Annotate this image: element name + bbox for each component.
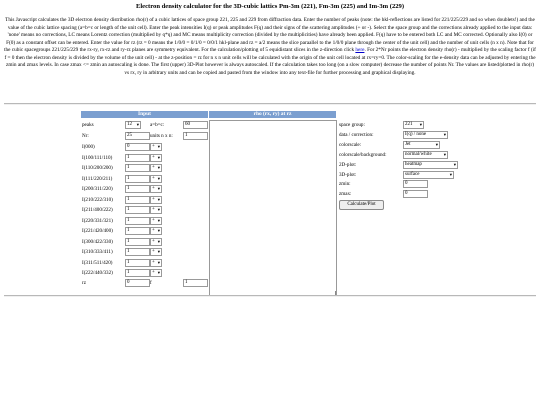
- peak-row: [81, 154, 208, 163]
- peaks-select[interactable]: 12 ▾: [127, 122, 139, 127]
- sign-value: +: [152, 165, 155, 170]
- zmax-input[interactable]: 0: [403, 190, 428, 198]
- description-text-1: This Javascript calculates the 3D electron density distribution rho(r) of a cubic lattices of space group 221, 225 and 229 from diffraction data. Enter the number of peaks (note: the hkl-reflections are listed for 221/225/229 and so when doublets!) and the value of the cubic lattice spacing (a=b=c or length of the unit cell). Enter the peak intensities I(q) or peak amplitudes F(q) and their signs of the scattering amplitudes (+ or -). Select the space group and the corrections already applied to the input data: 'none' means no corrections, LC means Lorentz correction (multiplied by q*q) and MC means multiplicity correction (divided by the multiplicities) have already been applied. F(q) have to be entered both LC and MC corrected. Optionally also I(0) or F(0) as a constant offset can be entered. Enter the value for rz (rz = 0 means the 1/0/0 = 0/1/0 = 0/0/1 hkl-plane and rz = a/2 means the slice paraallel to the 1/0/0 plane through the center of the unit cell) and the number of unit cells (n x n). Note that for the cubic spacegroups 221/225/229 the rx-ry, rx-rz and ry-rz planes are symmetry equivalent. For the calculation/plotting of 5 equidistant slices in the z-direction click: [4, 17, 535, 54]
- sign-value: +: [152, 196, 155, 202]
- plot2d-select[interactable]: heatmap ▾: [405, 162, 456, 167]
- peak-label: I(311/511/420): [82, 259, 113, 266]
- space-group-label: space group:: [339, 122, 365, 128]
- rz-label: rz: [82, 280, 86, 286]
- sign-value: +: [152, 238, 155, 244]
- sign-value: +: [152, 249, 155, 254]
- sign-value: +: [152, 228, 155, 233]
- peak-label: I(310/333/411): [82, 249, 113, 255]
- output-header: rho (rx, ry) at rz: [209, 111, 336, 118]
- chevron-down-icon: ▾: [157, 186, 160, 191]
- peak-row: [81, 238, 208, 247]
- peak-row: [81, 175, 208, 184]
- peak-value-input[interactable]: 1: [125, 154, 150, 162]
- peak-row: [81, 227, 208, 236]
- chevron-down-icon: ▾: [157, 144, 160, 149]
- f-input[interactable]: 1: [183, 279, 208, 287]
- chevron-down-icon: ▾: [419, 122, 422, 127]
- chevron-down-icon: ▾: [157, 175, 160, 181]
- chevron-down-icon: ▾: [157, 249, 160, 254]
- correction-select[interactable]: I(q) / none ▾: [405, 132, 446, 137]
- peak-value-input[interactable]: 1: [125, 227, 150, 235]
- peaks-row: [81, 121, 208, 130]
- chevron-down-icon: ▾: [157, 270, 160, 275]
- plot3d-select[interactable]: surface ▾: [405, 172, 452, 177]
- sign-select[interactable]: [150, 164, 162, 172]
- sign-select[interactable]: [150, 206, 162, 214]
- sign-select[interactable]: [150, 217, 162, 225]
- peak-row: [81, 206, 208, 215]
- chevron-down-icon: ▾: [157, 238, 160, 244]
- peak-value-input[interactable]: 0: [125, 143, 150, 151]
- chevron-down-icon: ▾: [443, 152, 446, 157]
- peak-value-input[interactable]: 1: [125, 269, 150, 277]
- colorscale-select[interactable]: Jet ▾: [405, 142, 438, 147]
- description: [4, 17, 536, 77]
- peak-label: I(221/420/400): [82, 228, 113, 234]
- peak-label: I(000): [82, 144, 95, 150]
- calculate-plot-button[interactable]: Calculate/Plot: [339, 200, 384, 210]
- nr-input[interactable]: 25: [125, 132, 150, 140]
- peak-label: I(100/111/110): [82, 154, 113, 161]
- peak-label: I(200/311/220): [82, 186, 113, 192]
- page-title: Electron density calculator for the 3D-cubic lattics Pm-3m (221), Fm-3m (225) and Im-3m (229): [135, 3, 405, 10]
- plot2d-label: 2D-plot:: [339, 162, 357, 168]
- units-input[interactable]: 1: [183, 132, 208, 140]
- peak-row: [81, 269, 208, 278]
- sign-select[interactable]: [150, 185, 162, 193]
- sign-value: +: [152, 144, 155, 149]
- peak-value-input[interactable]: 1: [125, 185, 150, 193]
- rz-input[interactable]: 0: [125, 279, 150, 287]
- sign-value: +: [152, 207, 155, 212]
- sign-value: +: [152, 175, 155, 181]
- chevron-down-icon: ▾: [443, 132, 446, 137]
- sign-select[interactable]: [150, 259, 162, 267]
- zmin-input[interactable]: 0: [403, 180, 428, 188]
- peak-value-input[interactable]: 1: [125, 196, 150, 204]
- plot3d-label: 3D-plot:: [339, 172, 357, 178]
- peak-label: I(210/222/310): [82, 196, 113, 203]
- output-textarea[interactable]: [209, 120, 337, 297]
- chevron-down-icon: ▾: [157, 207, 160, 212]
- peak-label: I(300/422/330): [82, 238, 113, 245]
- sign-select[interactable]: [150, 248, 162, 256]
- peak-value-input[interactable]: 1: [125, 164, 150, 172]
- peak-row: [81, 164, 208, 173]
- sign-select[interactable]: [150, 154, 162, 162]
- sign-value: +: [152, 259, 155, 265]
- chevron-down-icon: ▾: [157, 154, 160, 160]
- peak-row: [81, 196, 208, 205]
- sign-select[interactable]: [150, 238, 162, 246]
- background-label: colorscale/background:: [339, 152, 387, 158]
- peak-row: [81, 185, 208, 194]
- rz-row: [81, 279, 208, 288]
- sign-select[interactable]: [150, 196, 162, 204]
- peak-label: I(111/220/211): [82, 175, 113, 182]
- peak-row: [81, 248, 208, 257]
- correction-label: data / correction:: [339, 132, 374, 138]
- chevron-down-icon: ▾: [435, 142, 438, 147]
- top-divider: [4, 103, 536, 105]
- bottom-divider: [4, 295, 536, 297]
- peak-label: I(211/400/222): [82, 207, 113, 213]
- peaks-label: peaks: [82, 122, 94, 128]
- space-group-select[interactable]: 221 ▾: [405, 122, 422, 127]
- sign-value: +: [152, 154, 155, 160]
- input-header: Input: [81, 111, 208, 118]
- sign-select[interactable]: [150, 175, 162, 183]
- peak-value-input[interactable]: 1: [125, 248, 150, 256]
- chevron-down-icon: ▾: [157, 228, 160, 233]
- peak-row: [81, 143, 208, 152]
- abc-label: a=b=c:: [150, 122, 165, 128]
- chevron-down-icon: ▾: [157, 259, 160, 265]
- slices-link[interactable]: here: [355, 47, 365, 54]
- zmax-label: zmax:: [339, 191, 352, 197]
- chevron-down-icon: ▾: [157, 217, 160, 223]
- sign-select[interactable]: [150, 143, 162, 151]
- sign-select[interactable]: [150, 269, 162, 277]
- sign-value: +: [152, 186, 155, 191]
- peak-value-input[interactable]: 1: [125, 175, 150, 183]
- colorscale-label: colorscale:: [339, 142, 362, 148]
- sign-value: +: [152, 217, 155, 223]
- abc-input[interactable]: 60: [183, 121, 208, 129]
- peak-value-input[interactable]: 1: [125, 206, 150, 214]
- chevron-down-icon: ▾: [157, 196, 160, 202]
- nr-row: [81, 132, 208, 141]
- background-select[interactable]: normal/white ▾: [405, 152, 446, 157]
- chevron-down-icon: ▾: [157, 165, 160, 170]
- description-text-2: . For 2*Nr points the electron density rho(r) - multiplied by the scaling factor f (if f = 0 then the electron density is divided by the volume of the unit cell) - at the z-position = rz for n x n unit cells will be calculated with the origin of the unit cell located at rx=ry=0. The color-scaling for the e-density data can be adjusted by entering the zmin and zmax levels. In case zmax <= zmin an autoscaling is done. The first (upper) 3D-Plot however is always autoscaled. If the calculation takes too long (on a slow computer) decrease the number of points Nr. The values are listed/plotted in rho(r) vs rx, ry in arbitrary units and can be copied and pasted from the window into any text-file for further processing and graphical displaying.: [4, 47, 536, 76]
- peak-value-input[interactable]: 1: [125, 217, 150, 225]
- peak-value-input[interactable]: 1: [125, 238, 150, 246]
- sign-select[interactable]: [150, 227, 162, 235]
- peak-label: I(222/440/332): [82, 270, 113, 276]
- units-label: units n x n:: [150, 133, 173, 139]
- peak-label: I(220/331/321): [82, 217, 113, 224]
- zmin-label: zmin:: [339, 181, 351, 187]
- chevron-down-icon: ▾: [449, 172, 452, 177]
- peak-row: [81, 259, 208, 268]
- nr-label: Nr:: [82, 133, 89, 139]
- chevron-down-icon: ▾: [453, 162, 456, 167]
- chevron-down-icon: ▾: [136, 122, 139, 127]
- peak-label: I(110/200/200): [82, 165, 113, 171]
- sign-value: +: [152, 270, 155, 275]
- peak-row: [81, 217, 208, 226]
- f-label: f: [150, 280, 152, 286]
- peak-value-input[interactable]: 1: [125, 259, 150, 267]
